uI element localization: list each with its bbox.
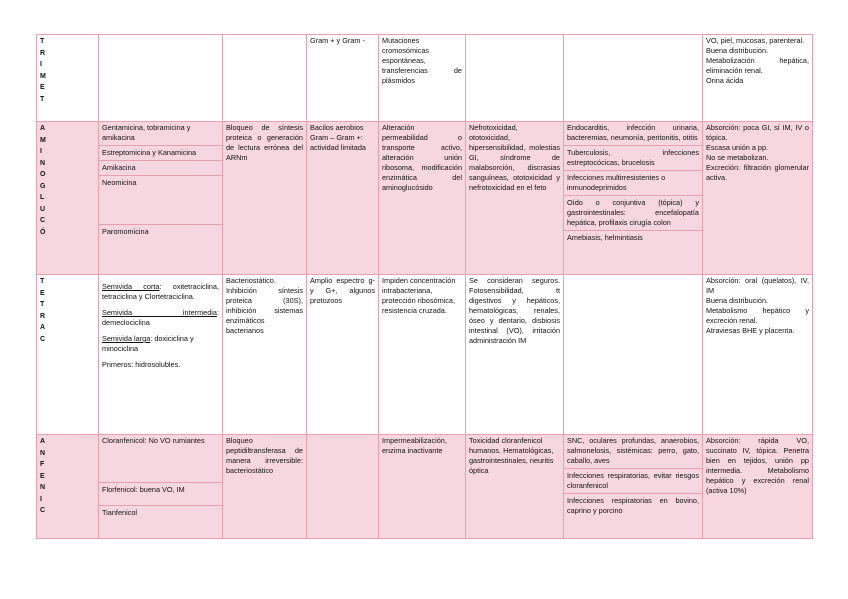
group-label-aminogluco: A M I N O G L U C Ó — [37, 122, 99, 275]
cell-mechanism — [223, 35, 307, 122]
cell-pharmacokinetics: VO, piel, mucosas, parenteral. Buena distribución. Metabolización hepática, eliminación renal. Orina ácida — [703, 35, 813, 122]
cell-pharmacokinetics: Absorción: poca GI, sí IM, IV o tópica. Escasa unión a pp. No se metabolizan. Excreción: filtración glomerular activa. — [703, 122, 813, 275]
group-label-trimet: T R I M E T — [37, 35, 99, 122]
cell-indications — [564, 435, 703, 539]
cell-drugs — [99, 275, 223, 435]
indication-item: Amebiasis, helmintiasis — [564, 230, 702, 243]
cell-resistance: Alteración permeabilidad o transporte activo, alteración unión ribosoma, modificación enzimática del aminoglucósido — [379, 122, 466, 275]
cell-pharmacokinetics: Absorción: oral (quelatos), IV, IM Buena distribución. Metabolismo hepático y excreción renal. Atraviesas BHE y placenta. — [703, 275, 813, 435]
cell-resistance: Impermeabilización, enzima inactivante — [379, 435, 466, 539]
cell-toxicity: Se consideran seguros. Fotosensibilidad, tt digestivos y hepáticos, hematológicas, renales, óseo y dentario, disbiosis intestinal (VO), irritación administración IM — [466, 275, 564, 435]
indication-item: Infecciones multirresistentes o inmunodeprimidos — [564, 170, 702, 193]
indication-item: Oído o conjuntiva (tópica) y gastrointestinales: encefalopatía hepática, profilaxis cirugía colon — [564, 195, 702, 228]
cell-mechanism: Bloqueo de síntesis proteica o generación de lectura errónea del ARNm — [223, 122, 307, 275]
cell-indications — [564, 275, 703, 435]
indication-item: Infecciones respiratorias, evitar riesgos cloranfenicol — [564, 468, 702, 491]
cell-drugs — [99, 122, 223, 275]
drug-item: Semivida intermedia: demeclociclina — [102, 308, 219, 327]
drug-item: Semivida corta: oxitetraciclina, tetraciclina y Clortetraciclina. — [102, 282, 219, 301]
indication-item: SNC, oculares profundas, anaerobios, salmonelosis, sistémicas: perro, gato, caballo, aves — [567, 436, 699, 465]
drug-item: Amikacina — [99, 160, 222, 173]
cell-spectrum: Amplio espectro g- y G+, algunos protozoos — [307, 275, 379, 435]
cell-spectrum: Bacilos aerobios Gram – Gram +: actividad limitada — [307, 122, 379, 275]
drug-item: Florfenicol: buena VO, IM — [99, 482, 222, 503]
cell-drugs — [99, 35, 223, 122]
drug-item: Neomicina — [99, 175, 222, 222]
cell-mechanism: Bloqueo peptidiltransferasa de manera irreversible: bacteriostático — [223, 435, 307, 539]
table-row-tetrac — [37, 275, 813, 435]
table-row-trimet — [37, 35, 813, 122]
cell-indications — [564, 122, 703, 275]
cell-indications — [564, 35, 703, 122]
drug-item: Gentamicina, tobramicina y amikacina — [102, 123, 191, 142]
drug-item: Semivida larga: doxiciclina y minociclina — [102, 334, 194, 353]
group-label-anfenic: A N F E N I C — [37, 435, 99, 539]
cell-mechanism: Bacteriostático. Inhibición síntesis proteica (30S), inhibición sistemas enzimáticos bacterianos — [223, 275, 307, 435]
cell-drugs — [99, 435, 223, 539]
cell-toxicity: Toxicidad cloranfenicol humanos. Hematológicas, gastrointestinales, neuritis óptica — [466, 435, 564, 539]
indication-item: Endocarditis, infección urinaria, bacteremias, neumonía, peritonitis, otitis — [567, 123, 699, 142]
drug-item: Tianfenicol — [99, 505, 222, 518]
group-label-tetrac: T E T R A C — [37, 275, 99, 435]
cell-resistance: Impiden concentración intrabacteriana, protección ribosómica, resistencia cruzada. — [379, 275, 466, 435]
drug-item: Estreptomicina y Kanamicina — [99, 145, 222, 158]
cell-pharmacokinetics: Absorción: rápida VO, succinato IV, tópica. Penetra bien en tejidos, unión pp intermedia. Metabolismo hepático y excreción renal (activa 10%) — [703, 435, 813, 539]
table-row-anfenic — [37, 435, 813, 539]
indication-item: Infecciones respiratorias en bovino, caprino y porcino — [564, 493, 702, 516]
cell-spectrum: Gram + y Gram - — [307, 35, 379, 122]
table-row-aminogluco — [37, 122, 813, 275]
cell-resistance: Mutaciones cromosómicas espontáneas, transferencias de plásmidos — [379, 35, 466, 122]
drug-item: Paromomicina — [99, 224, 222, 237]
cell-toxicity: Nefrotoxicidad, ototoxicidad, hipersensibilidad, molestias GI, síndrome de malabsorción, discrasias sanguíneas, ototoxicidad y nefrotoxicidad en el feto — [466, 122, 564, 275]
drug-item: Primeros: hidrosolubles. — [102, 360, 181, 369]
cell-toxicity — [466, 35, 564, 122]
antibiotics-table — [36, 34, 813, 539]
drug-item: Cloranfenicol: No VO rumiantes — [102, 436, 205, 445]
indication-item: Tuberculosis, infecciones estreptocócicas, brucelosis — [564, 145, 702, 168]
cell-spectrum — [307, 435, 379, 539]
pharmacology-table-page — [36, 34, 812, 539]
